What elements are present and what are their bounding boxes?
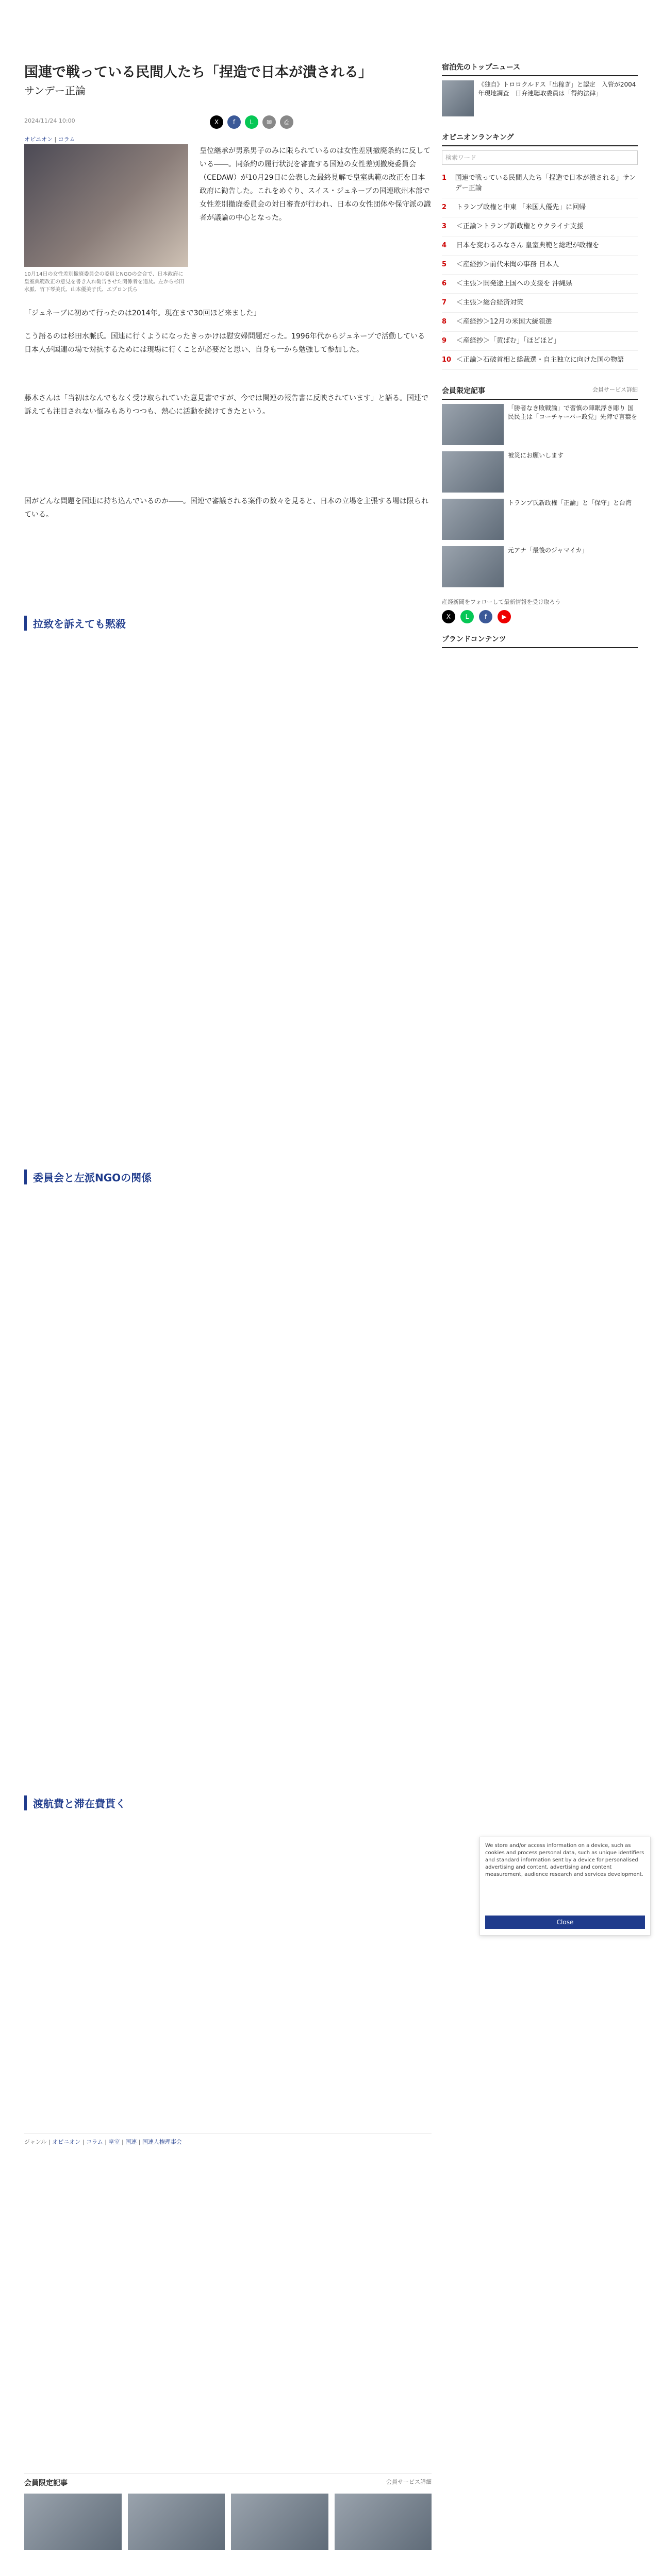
ranking-item[interactable]: 3 ＜正論＞トランプ新政権とウクライナ支援 [442, 217, 638, 236]
article-tags: オピニオン | コラム [24, 136, 75, 143]
opinion-ranking-label: オピニオンランキング [442, 132, 638, 146]
tag-opinion[interactable]: オピニオン [24, 136, 53, 143]
ranking-item[interactable]: 4 日本を変わるみなさん 皇室典範と総理が政権を [442, 236, 638, 256]
follow-icons [442, 610, 638, 623]
bottom-tag[interactable]: オピニオン [52, 2139, 81, 2145]
facebook-share-icon[interactable]: f [227, 115, 241, 129]
new-articles-header: 会員限定記事 会員サービス詳細 [442, 385, 638, 400]
related-header: 会員限定記事 会員サービス詳細 [24, 2473, 432, 2488]
bottom-tag[interactable]: 国連 [125, 2139, 137, 2145]
article-author: サンデー正論 [24, 84, 86, 97]
more-link[interactable]: 会員サービス詳細 [592, 386, 638, 393]
article-title: 国連で戦っている民間人たち「捏造で日本が潰される」 [24, 64, 372, 80]
x-follow-icon[interactable]: X [442, 610, 455, 623]
ranking-item[interactable]: 6 ＜主張＞開発途上国への支援を 沖縄県 [442, 275, 638, 294]
ranking-item[interactable]: 8 ＜産経抄＞12月の米国大統領選 [442, 313, 638, 332]
header-area [0, 0, 662, 52]
top-news-item[interactable] [442, 80, 638, 116]
close-button[interactable]: Close [485, 1916, 645, 1929]
related-more-link[interactable]: 会員サービス詳細 [386, 2479, 432, 2485]
bottom-tags: ジャンル | オピニオン | コラム | 皇室 | 国連 | 国連人権理事会 [24, 2133, 432, 2146]
paragraph-5: 国がどんな問題を国連に持ち込んでいるのか――。国連で審議される案件の数々を見ると、日本の立場を主張する場は限られている。 [24, 497, 428, 519]
ranking-list [442, 169, 638, 370]
video-caption: 10月14日の女性差別撤廃委員会の委員とNGOの会合で、日本政府に皇室典範改正の意見を書き入れ勧告させた関係者を追及。左から杉田水脈、竹下琴美氏、山本優美子氏、エプロン氏ら [24, 272, 184, 293]
follow-label: 産経新聞をフォローして最新情報を受け取ろう [442, 599, 561, 605]
related-card[interactable] [231, 2494, 328, 2550]
consent-text: We store and/or access information on a device, such as cookies and process personal data, such as unique identifiers and standard information sent by a device for personalised advertising and content, advertising and content measurement, audience research and services development. [485, 1843, 644, 1877]
paragraph-4: 藤木さんは「当初はなんでもなく受け取られていた意見書ですが、今では関連の報告書に反映されています」と語る。国連で訴えても注目されない悩みもありつつも、熱心に活動を続けてきたという。 [24, 394, 428, 416]
bottom-tag[interactable]: 国連人権理事会 [142, 2139, 182, 2145]
related-card[interactable] [335, 2494, 432, 2550]
sidebar [442, 62, 638, 652]
ranking-item[interactable]: 2 トランプ政権と中東 「米国人優先」に回帰 [442, 198, 638, 217]
ranking-item[interactable]: 5 ＜産経抄＞前代未聞の事務 日本人 [442, 256, 638, 275]
share-row [210, 115, 293, 129]
new-article-item[interactable]: 「勝者なき敗戦論」で習慎の陣眠浮き彫り 国民民主は「コーチャーバー政党」先陣で言葉を [442, 404, 638, 445]
article-video[interactable] [24, 144, 188, 267]
top-news-thumb [442, 80, 474, 116]
section-heading-2: 委員会と左派NGOの関係 [24, 1170, 440, 1184]
youtube-follow-icon[interactable]: ▶ [498, 610, 511, 623]
tag-column[interactable]: コラム [58, 136, 75, 143]
paragraph-3: こう語るのは杉田水脈氏。国連に行くようになったきっかけは慰安婦問題だった。1996年代からジュネーブで活動している日本人が国連の場で対抗するためには現場に行くことが必要だと思い、自身も一から勉強して参加した。 [24, 332, 425, 354]
ranking-item[interactable]: 9 ＜産経抄＞「黄ばむ」「ほどほど」 [442, 332, 638, 351]
new-article-item[interactable]: トランプ氏新政権「正論」と「保守」と台湾 [442, 499, 638, 540]
mail-share-icon[interactable]: ✉ [262, 115, 276, 129]
print-icon[interactable]: ⎙ [280, 115, 293, 129]
line-share-icon[interactable]: L [245, 115, 258, 129]
x-share-icon[interactable]: X [210, 115, 223, 129]
article-date: 2024/11/24 10:00 [24, 117, 75, 124]
new-article-item[interactable]: 被災にお願いします [442, 451, 638, 493]
ranking-item[interactable]: 10 ＜正論＞石破首相と総裁選・自主独立に向けた国の物語 [442, 351, 638, 370]
new-article-item[interactable]: 元アナ「最後のジャマイカ」 [442, 546, 638, 587]
paragraph-2: 「ジュネーブに初めて行ったのは2014年。現在まで30回ほど来ました」 [24, 309, 261, 317]
bottom-tag[interactable]: コラム [86, 2139, 103, 2145]
section-heading-1: 拉致を訴えても黙殺 [24, 616, 440, 631]
facebook-follow-icon[interactable]: f [479, 610, 492, 623]
related-card[interactable] [24, 2494, 122, 2550]
top-news-title: 《独自》トロロクルドス「出稼ぎ」と認定 入管が2004年現地調査 日弁連聴取委員は「得約法律」 [478, 81, 636, 97]
search-input[interactable]: 検索ワード [442, 150, 638, 165]
ranking-item[interactable]: 7 ＜主張＞総合経済対策 [442, 294, 638, 313]
top-news-label: 宿泊先のトップニュース [442, 62, 638, 76]
ranking-item[interactable]: 1 国連で戦っている民間人たち「捏造で日本が潰される」サンデー正論 [442, 169, 638, 198]
paragraph-1: 皇位継承が男系男子のみに限られているのは女性差別撤廃条約に反している――。同条約の履行状況を審査する国連の女性差別撤廃委員会（CEDAW）が10月29日に公表した最終見解で皇室典範の改正を日本政府に勧告した。これをめぐり、スイス・ジュネーブの国連欧州本部で女性差別撤廃委員会の対日審査が行われ、日本の女性団体や保守派の識者が議論の中心となった。 [200, 147, 431, 222]
related-grid [24, 2494, 432, 2550]
bottom-tag[interactable]: 皇室 [108, 2139, 120, 2145]
consent-notice [479, 1837, 651, 1936]
section-heading-3: 渡航費と滞在費貰く [24, 1795, 440, 1810]
new-articles-list [442, 404, 638, 587]
related-card[interactable] [128, 2494, 225, 2550]
brand-content-label: ブランドコンテンツ [442, 634, 638, 648]
line-follow-icon[interactable]: L [460, 610, 474, 623]
